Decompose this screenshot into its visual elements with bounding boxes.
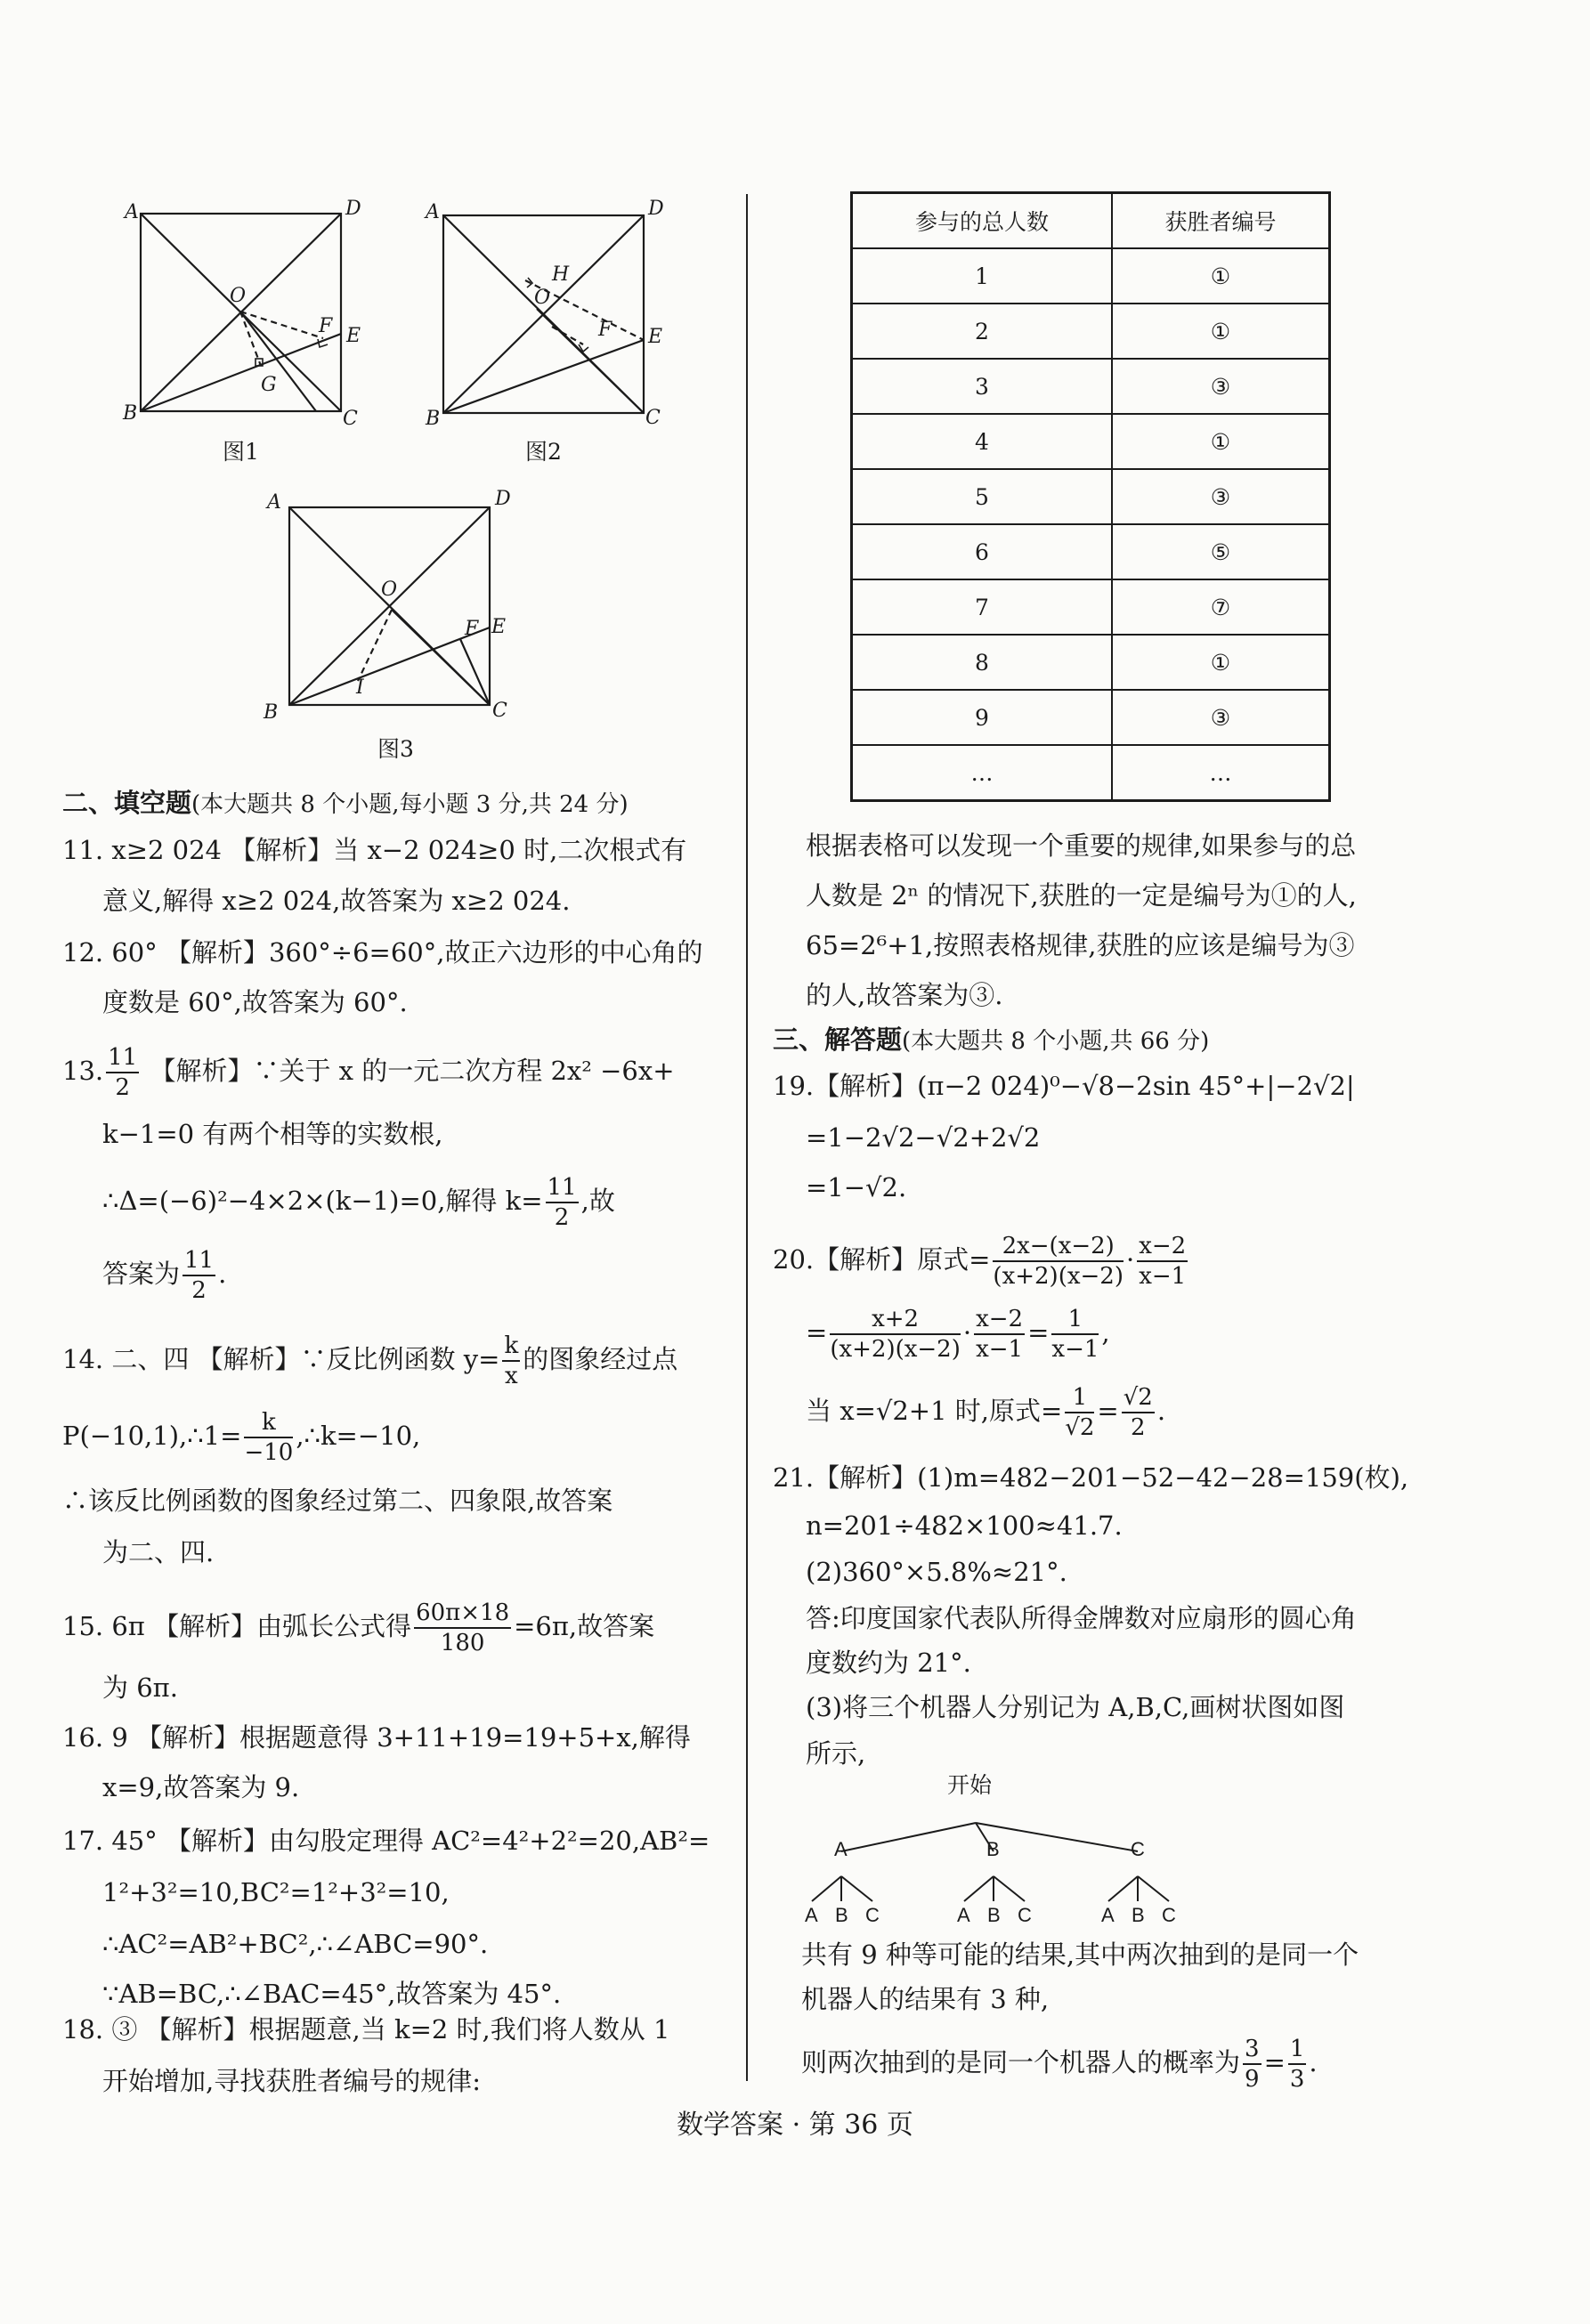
- q20-equals: =: [1027, 1317, 1050, 1348]
- q17-line-2: 1²+3²=10,BC²=1²+3²=10,: [102, 1877, 450, 1907]
- q13-k-denominator: 2: [554, 1204, 570, 1231]
- figure-1: [138, 209, 369, 423]
- page-footer: 数学答案 · 第 36 页: [677, 2109, 913, 2141]
- q20-f4-numerator: x−2: [974, 1305, 1025, 1335]
- q15-arc-fraction: [414, 1599, 511, 1657]
- q21-line-4: 答:印度国家代表队所得金牌数对应扇形的圆心角: [806, 1603, 1357, 1633]
- q20-fraction-4: [974, 1305, 1025, 1364]
- q15-arc-denominator: 180: [440, 1630, 485, 1656]
- q14-text-2b: ,∴k=−10,: [296, 1421, 421, 1451]
- q13-answer-numerator: 11: [106, 1043, 139, 1073]
- fig3-label-b: B: [264, 701, 279, 724]
- tree-root: 开始: [947, 1773, 993, 1798]
- q20-line-1: [773, 1232, 1190, 1291]
- q21-f1-numerator: 3: [1243, 2035, 1261, 2065]
- table-cell-total: 5: [852, 469, 1112, 524]
- q13-final-fraction: [183, 1246, 215, 1305]
- table-cell-total: …: [852, 745, 1112, 801]
- table-row: [852, 414, 1330, 469]
- table-cell-total: 3: [852, 359, 1112, 414]
- fig3-label-c: C: [492, 700, 507, 722]
- q21-f2-numerator: 1: [1288, 2035, 1307, 2065]
- fig1-dashed-og: [240, 312, 261, 366]
- q18-line-2: 开始增加,寻找获胜者编号的规律:: [102, 2066, 481, 2096]
- table-row: [852, 304, 1330, 359]
- q21-line-10: 则两次抽到的是同一个机器人的概率为 $\frac{3}{9}$ = $\frac{1}{3}$ .: [801, 2036, 1318, 2093]
- q13-line-2: k−1=0 有两个相等的实数根,: [102, 1119, 443, 1149]
- q13-text-4b: .: [218, 1259, 227, 1289]
- q13-text-3b: ,故: [580, 1186, 615, 1216]
- q14-line-3: ∴该反比例函数的图象经过第二、四象限,故答案: [62, 1486, 613, 1516]
- table-cell-winner: ③: [1112, 469, 1330, 524]
- q20-f3-denominator: (x+2)(x−2): [830, 1336, 961, 1363]
- q15-arc-numerator: 60π×18: [414, 1599, 511, 1629]
- q20-f6-numerator: 1: [1065, 1383, 1094, 1413]
- q13-line-4: [102, 1246, 226, 1305]
- tree-node-c: C: [1131, 1838, 1145, 1860]
- fig2-label-e: E: [648, 326, 663, 348]
- fig1-label-a: A: [125, 201, 139, 223]
- fig1-label-f: F: [319, 315, 333, 337]
- fig3-line-be: [289, 628, 490, 705]
- table-header-row: [852, 193, 1330, 249]
- q21-line-2: n=201÷482×100≈41.7.: [806, 1510, 1123, 1541]
- table-row: [852, 635, 1330, 690]
- tree-leaf-ba: A: [957, 1904, 970, 1926]
- fig2-dashed-of: [552, 327, 583, 344]
- q14-fn-denominator: x: [505, 1363, 518, 1389]
- q15-text-1b: =6π,故答案: [514, 1611, 655, 1641]
- section-3-title: 三、解答题: [773, 1024, 903, 1055]
- section-2-note: (本大题共 8 个小题,每小题 3 分,共 24 分): [191, 791, 629, 818]
- q20-line-3: [806, 1383, 1165, 1442]
- fig3-label-o: O: [381, 579, 398, 601]
- q20-line-2: [806, 1305, 1110, 1364]
- q20-fraction-1: [993, 1232, 1124, 1291]
- q21-line-8: 共有 9 种等可能的结果,其中两次抽到的是同一个: [801, 1939, 1359, 1970]
- q20-fraction-3: [830, 1305, 961, 1364]
- q20-equals-2: =: [1097, 1396, 1119, 1426]
- q13-text-4a: 答案为: [102, 1259, 181, 1289]
- table-header-total: 参与的总人数: [852, 193, 1112, 249]
- fig1-line-be: [141, 334, 341, 411]
- q15-line-1: [62, 1599, 654, 1657]
- table-cell-total: 6: [852, 524, 1112, 579]
- table-header-winner: 获胜者编号: [1112, 193, 1330, 249]
- q19-line-3: =1−√2.: [806, 1172, 907, 1202]
- q18b-line-3: 65=2⁶+1,按照表格规律,获胜的应该是编号为③: [806, 930, 1355, 960]
- q20-text-3a: 当 x=√2+1 时,原式=: [806, 1396, 1063, 1426]
- q20-f3-numerator: x+2: [830, 1305, 961, 1335]
- q20-f5-denominator: x−1: [1051, 1336, 1099, 1363]
- q17-line-3: ∴AC²=AB²+BC²,∴∠ABC=90°.: [102, 1929, 489, 1959]
- q13-answer-denominator: 2: [115, 1074, 130, 1101]
- column-divider: [746, 194, 748, 2081]
- q20-dot-2: ·: [962, 1317, 972, 1348]
- q21-line-5: 度数约为 21°.: [806, 1648, 971, 1678]
- tree-leaf-aa: A: [805, 1904, 818, 1926]
- fig3-label-a: A: [267, 491, 281, 514]
- q11-line-2: 意义,解得 x≥2 024,故答案为 x≥2 024.: [102, 886, 571, 916]
- fig1-caption: 图1: [223, 439, 259, 465]
- q13-final-denominator: 2: [191, 1277, 207, 1304]
- tree-leaf-ab: B: [835, 1904, 848, 1926]
- q13-k-fraction: [546, 1173, 579, 1232]
- q20-text-2b: ,: [1101, 1317, 1110, 1348]
- q17-line-1: 17. 45° 【解析】由勾股定理得 AC²=4²+2²=20,AB²=: [62, 1826, 710, 1856]
- q21-fraction-1: [1243, 2035, 1261, 2093]
- q11-line-1: 11. x≥2 024 【解析】当 x−2 024≥0 时,二次根式有: [62, 835, 687, 865]
- q14-k-denominator: −10: [244, 1439, 294, 1466]
- fig3-label-i: I: [356, 676, 364, 699]
- table-cell-winner: ③: [1112, 359, 1330, 414]
- table-cell-winner: ⑦: [1112, 579, 1330, 635]
- winner-table: [850, 191, 1331, 802]
- q21-fraction-2: [1288, 2035, 1307, 2093]
- table-cell-winner: ①: [1112, 248, 1330, 304]
- q21-line-7: 所示,: [806, 1738, 866, 1769]
- q20-f7-denominator: 2: [1131, 1414, 1146, 1441]
- fig2-label-d: D: [648, 198, 664, 220]
- q18b-line-1: 根据表格可以发现一个重要的规律,如果参与的总: [806, 830, 1357, 861]
- q14-text-2a: P(−10,1),∴1=: [62, 1421, 242, 1451]
- q20-f6-denominator: √2: [1065, 1414, 1095, 1441]
- q21-f2-denominator: 3: [1289, 2066, 1305, 2093]
- tree-leaf-cb: B: [1132, 1904, 1145, 1926]
- q21-line-1: 21.【解析】(1)m=482−201−52−42−28=159(枚),: [773, 1462, 1409, 1493]
- q14-line-4: 为二、四.: [102, 1537, 215, 1567]
- q21-line-6: (3)将三个机器人分别记为 A,B,C,画树状图如图: [806, 1692, 1345, 1722]
- q16-line-2: x=9,故答案为 9.: [102, 1772, 300, 1802]
- tree-node-a: A: [834, 1838, 848, 1860]
- q21-line-9: 机器人的结果有 3 种,: [801, 1984, 1050, 2014]
- fig3-label-d: D: [495, 488, 511, 510]
- q20-fraction-6: [1065, 1383, 1094, 1442]
- q12-line-1: 12. 60° 【解析】360°÷6=60°,故正六边形的中心角的: [62, 937, 703, 968]
- table-cell-total: 2: [852, 304, 1112, 359]
- q14-line-2: [62, 1408, 420, 1467]
- q17-line-4: ∵AB=BC,∴∠BAC=45°,故答案为 45°.: [102, 1979, 562, 2009]
- q20-f1-numerator: 2x−(x−2): [993, 1232, 1124, 1262]
- q20-f2-numerator: x−2: [1137, 1232, 1188, 1262]
- q14-text-1b: 的图象经过点: [523, 1344, 678, 1374]
- q15-text-1a: 15. 6π 【解析】由弧长公式得: [62, 1611, 412, 1641]
- q15-line-2: 为 6π.: [102, 1672, 178, 1703]
- table-cell-total: 9: [852, 690, 1112, 745]
- q20-fraction-5: [1051, 1305, 1099, 1364]
- section-2-title: 二、填空题: [62, 788, 192, 818]
- q14-line-1: [62, 1332, 677, 1390]
- q19-line-1: 19.【解析】(π−2 024)⁰−√8−2sin 45°+|−2√2|: [773, 1071, 1355, 1101]
- tree-leaf-bc: C: [1018, 1904, 1032, 1926]
- fig3-label-f: F: [465, 618, 479, 640]
- fig1-label-c: C: [343, 408, 358, 430]
- table-cell-total: 8: [852, 635, 1112, 690]
- table-cell-winner: ①: [1112, 635, 1330, 690]
- table-cell-winner: ③: [1112, 690, 1330, 745]
- fig1-label-e: E: [346, 325, 361, 347]
- q20-f7-numerator: √2: [1122, 1383, 1155, 1413]
- q13-line-1: [62, 1043, 675, 1102]
- tree-leaf-cc: C: [1162, 1904, 1176, 1926]
- table-row: [852, 248, 1330, 304]
- table-cell-total: 7: [852, 579, 1112, 635]
- q14-k-numerator: k: [244, 1408, 293, 1438]
- q20-fraction-2: [1137, 1232, 1188, 1291]
- q20-f4-denominator: x−1: [976, 1336, 1024, 1363]
- q18b-line-2: 人数是 2ⁿ 的情况下,获胜的一定是编号为①的人,: [806, 880, 1357, 911]
- q20-f2-denominator: x−1: [1139, 1263, 1187, 1290]
- table-cell-winner: ⑤: [1112, 524, 1330, 579]
- figure-3: [287, 503, 518, 717]
- q16-line-1: 16. 9 【解析】根据题意得 3+11+19=19+5+x,解得: [62, 1722, 691, 1753]
- table-row: [852, 745, 1330, 801]
- q13-line-3: [102, 1173, 615, 1232]
- q14-k-fraction: [244, 1408, 293, 1467]
- fig2-line-be: [443, 340, 644, 413]
- q20-f1-denominator: (x+2)(x−2): [993, 1263, 1124, 1290]
- q13-text-3a: ∴Δ=(−6)²−4×2×(k−1)=0,解得 k=: [102, 1186, 543, 1216]
- q14-fn-numerator: k: [502, 1332, 520, 1362]
- section-2-heading: [62, 785, 629, 822]
- table-cell-total: 4: [852, 414, 1112, 469]
- q14-text-1a: 14. 二、四 【解析】∵反比例函数 y=: [62, 1344, 500, 1374]
- fig3-line-fc: [460, 639, 490, 705]
- fig2-label-h: H: [552, 263, 570, 286]
- table-cell-winner: …: [1112, 745, 1330, 801]
- fig2-caption: 图2: [525, 439, 562, 465]
- tree-leaf-ca: A: [1101, 1904, 1115, 1926]
- q12-line-2: 度数是 60°,故答案为 60°.: [102, 987, 408, 1017]
- table-row: [852, 469, 1330, 524]
- table-cell-total: 1: [852, 248, 1112, 304]
- fig1-label-b: B: [123, 402, 138, 425]
- q21-text-10b: .: [1309, 2047, 1318, 2077]
- fig3-label-e: E: [491, 616, 507, 638]
- tree-leaf-bb: B: [987, 1904, 1001, 1926]
- table-cell-winner: ①: [1112, 414, 1330, 469]
- fig2-label-a: A: [426, 201, 440, 223]
- fig1-line-oc: [240, 312, 316, 411]
- q13-answer-fraction: [106, 1043, 139, 1102]
- q14-function-fraction: [502, 1332, 520, 1390]
- fig2-label-o: O: [534, 287, 551, 309]
- fig2-line-oc: [537, 309, 644, 413]
- fig3-caption: 图3: [377, 736, 414, 762]
- q21-line-3: (2)360°×5.8%≈21°.: [806, 1557, 1067, 1587]
- q20-dot-1: ·: [1125, 1244, 1135, 1275]
- q18b-line-4: 的人,故答案为③.: [806, 980, 1003, 1010]
- fig2-label-f: F: [598, 319, 612, 341]
- q20-f5-numerator: 1: [1051, 1305, 1099, 1335]
- fig2-label-b: B: [426, 408, 441, 430]
- fig2-label-c: C: [645, 407, 661, 429]
- q19-line-2: =1−2√2−√2+2√2: [806, 1122, 1041, 1153]
- tree-leaf-ac: C: [865, 1904, 880, 1926]
- q13-text-1: 【解析】∵关于 x 的一元二次方程 2x² −6x+: [150, 1056, 675, 1086]
- table-row: [852, 690, 1330, 745]
- q20-text-3b: .: [1156, 1396, 1166, 1426]
- figure-2: [441, 211, 672, 425]
- section-3-note: (本大题共 8 个小题,共 66 分): [902, 1028, 1210, 1055]
- fig1-label-d: D: [345, 198, 361, 220]
- section-3-heading: [773, 1022, 1209, 1059]
- fig1-label-o: O: [230, 285, 247, 307]
- q13-number: 13.: [62, 1056, 104, 1086]
- table-row: [852, 359, 1330, 414]
- q13-k-numerator: 11: [546, 1173, 579, 1203]
- table-cell-winner: ①: [1112, 304, 1330, 359]
- q18-line-1: 18. ③ 【解析】根据题意,当 k=2 时,我们将人数从 1: [62, 2014, 670, 2045]
- q21-text-10a: 则两次抽到的是同一个机器人的概率为: [801, 2047, 1241, 2077]
- table-row: [852, 524, 1330, 579]
- fig1-label-g: G: [261, 374, 277, 396]
- tree-node-b: B: [986, 1838, 1000, 1860]
- q13-final-numerator: 11: [183, 1246, 215, 1276]
- q20-fraction-7: [1122, 1383, 1155, 1442]
- q20-text-2a: =: [806, 1317, 828, 1348]
- q20-text-1a: 20.【解析】原式=: [773, 1244, 991, 1275]
- table-row: [852, 579, 1330, 635]
- q21-f1-denominator: 9: [1245, 2066, 1260, 2093]
